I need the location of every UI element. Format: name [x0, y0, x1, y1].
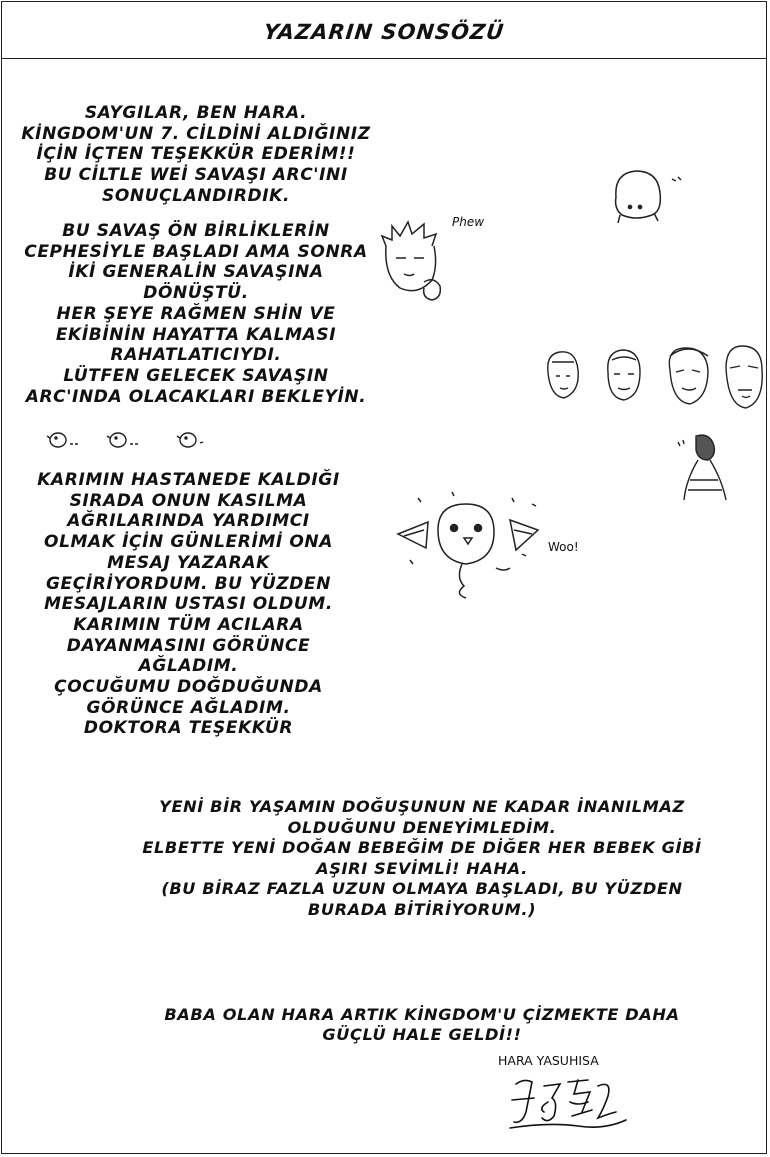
- text-line: KARIMIN HASTANEDE KALDIĞI: [37, 470, 340, 490]
- text-line: BU SAVAŞ ÖN BİRLİKLERİN: [62, 221, 330, 241]
- text-line: KİNGDOM'UN 7. CİLDİNİ ALDIĞINIZ: [21, 123, 371, 144]
- wife-paragraph: [16, 470, 361, 739]
- phew-boy-doodle: [378, 216, 458, 306]
- text-line: (BU BİRAZ FAZLA UZUN OLMAYA BAŞLADI, BU YÜZDEN: [161, 879, 683, 898]
- text-line: BU CİLTLE WEİ SAVAŞI ARC'INI: [44, 165, 348, 186]
- text-line: ELBETTE YENİ DOĞAN BEBEĞİM DE DİĞER HER BEBEK GİBİ: [142, 838, 702, 857]
- text-line: GÖRÜNCE AĞLADIM.: [86, 697, 291, 718]
- text-line: AĞLADIM.: [138, 656, 239, 677]
- text-line: DÖNÜŞTÜ.: [143, 283, 249, 304]
- owl-doodle: [392, 490, 552, 610]
- text-line: GEÇİRİYORDUM. BU YÜZDEN: [45, 573, 332, 594]
- character-heads-doodle: [542, 342, 766, 426]
- text-line: SIRADA ONUN KASILMA: [69, 490, 308, 511]
- text-line: KARIMIN TÜM ACILARA: [73, 614, 304, 635]
- author-name: HARA YASUHISA: [498, 1053, 599, 1068]
- text-line: OLDUĞUNU DENEYİMLEDİM.: [287, 817, 557, 837]
- text-line: GÜÇLÜ HALE GELDİ!!: [322, 1025, 522, 1044]
- battle-paragraph: [16, 221, 376, 407]
- woo-label: Woo!: [548, 540, 579, 554]
- text-line: SONUÇLANDIRDIK.: [101, 185, 290, 206]
- closing-paragraph: [122, 1005, 722, 1045]
- hooded-figure-doodle: [674, 430, 734, 502]
- text-line: ARC'INDA OLACAKLARI BEKLEYİN.: [25, 386, 367, 407]
- text-line: EKİBİNİN HAYATTA KALMASI: [55, 324, 337, 345]
- text-line: İKİ GENERALİN SAVAŞINA: [68, 262, 324, 283]
- page-frame: [1, 1, 767, 1154]
- text-line: ÇOCUĞUMU DOĞDUĞUNDA: [54, 677, 323, 698]
- text-line: RAHATLATICIYDI.: [110, 345, 282, 366]
- text-line: DAYANMASINI GÖRÜNCE: [66, 635, 311, 656]
- text-line: MESAJLARIN USTASI OLDUM.: [44, 594, 333, 615]
- text-line: LÜTFEN GELECEK SAVAŞIN: [63, 365, 329, 386]
- text-line: İÇİN İÇTEN TEŞEKKÜR EDERİM!!: [36, 144, 356, 165]
- phew-label: Phew: [452, 215, 485, 229]
- text-line: SAYGILAR, BEN HARA.: [84, 103, 308, 123]
- text-line: BABA OLAN HARA ARTIK KİNGDOM'U ÇİZMEKTE DAHA: [164, 1005, 680, 1024]
- bird-doodles: [46, 426, 226, 454]
- text-line: CEPHESİYLE BAŞLADI AMA SONRA: [24, 241, 368, 262]
- intro-paragraph: [16, 103, 376, 207]
- text-line: OLMAK İÇİN GÜNLERİMİ ONA: [44, 532, 333, 553]
- text-line: BURADA BİTİRİYORUM.): [307, 899, 537, 919]
- text-line: YENİ BİR YAŞAMIN DOĞUŞUNUN NE KADAR İNANILMAZ: [159, 797, 685, 816]
- header-bar: [2, 2, 766, 59]
- baby-paragraph: [122, 797, 722, 920]
- autograph: [508, 1072, 628, 1132]
- blob-creature-doodle: [606, 167, 690, 229]
- text-line: MESAJ YAZARAK: [107, 552, 270, 573]
- page-title: YAZARIN SONSÖZÜ: [262, 20, 506, 44]
- text-line: AŞIRI SEVİMLİ! HAHA.: [316, 858, 528, 878]
- text-line: HER ŞEYE RAĞMEN SHİN VE: [56, 303, 336, 324]
- text-line: AĞRILARINDA YARDIMCI: [67, 511, 310, 532]
- text-line: DOKTORA TEŞEKKÜR: [83, 718, 294, 739]
